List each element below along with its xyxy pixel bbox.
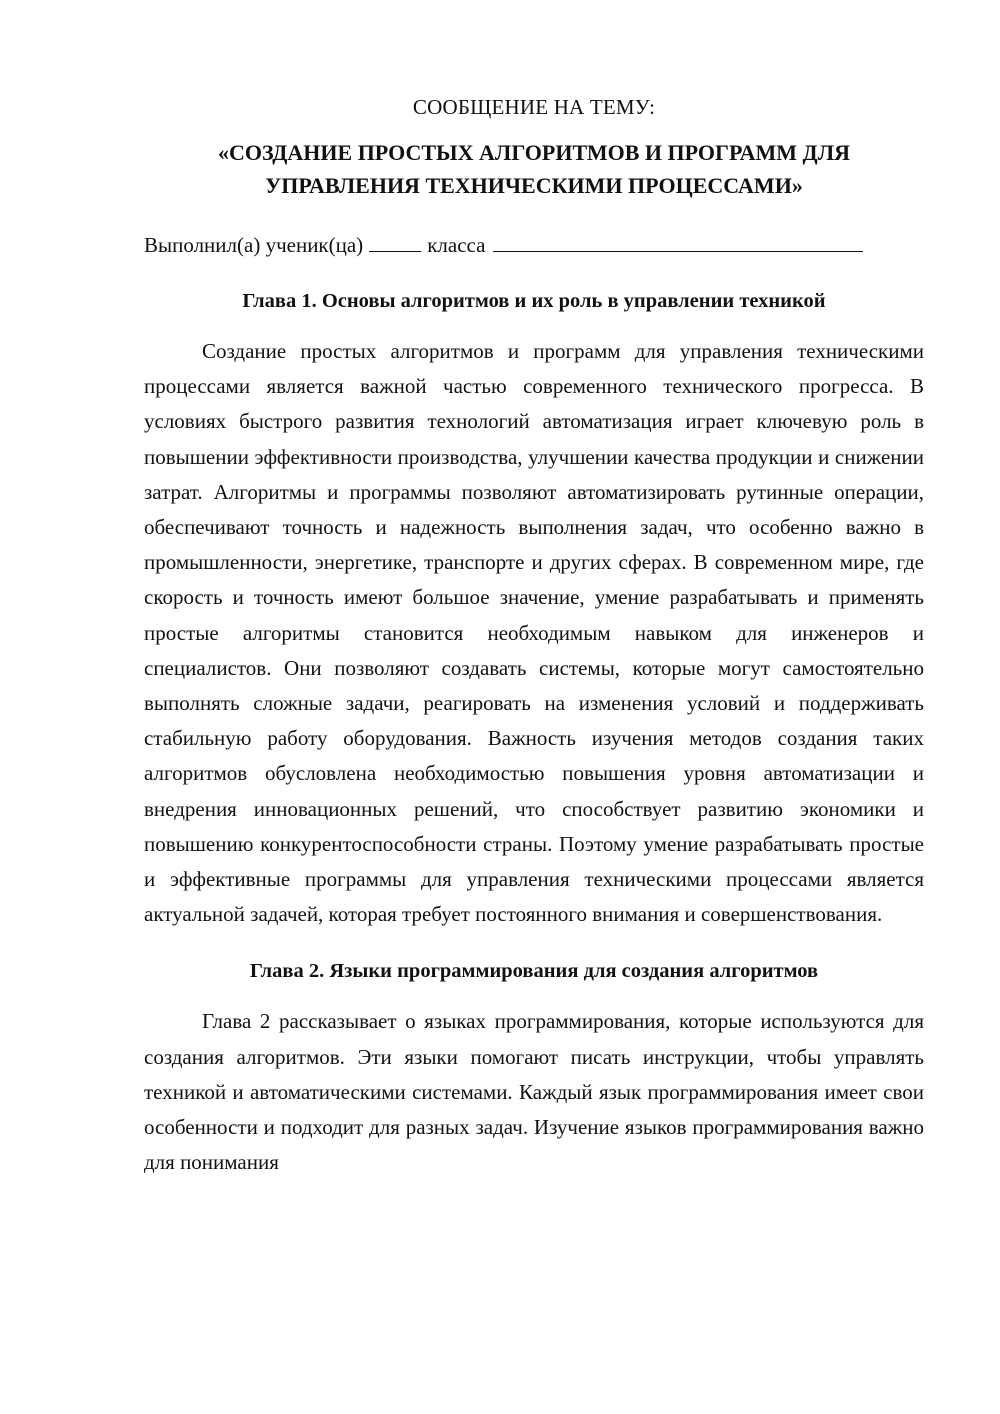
pre-title: СООБЩЕНИЕ НА ТЕМУ: — [412, 95, 656, 119]
chapter-1-paragraph: Создание простых алгоритмов и программ для управления техническими процессами является важной частью современного технического прогресса. В условиях быстрого развития технологий автоматизация играет ключевую роль в повышении эффективности производства, улучшении качества продукции и снижении затрат. Алгоритмы и программы позволяют автоматизировать рутинные операции, обеспечивают точность и надежность выполнения задач, что особенно важно в промышленности, энергетике, транспорте и других сферах. В современном мире, где скорость и точность имеют большое значение, умение разрабатывать и применять простые алгоритмы становится необходимым навыком для инженеров и специалистов. Они позволяют создавать системы, которые могут самостоятельно выполнять сложные задачи, реагировать на изменения условий и поддерживать стабильную работу оборудования. Важность изучения методов создания таких алгоритмов обусловлена необходимостью повышения уровня автоматизации и внедрения инновационных решений, что способствует развитию экономики и повышению конкурентоспособности страны. Поэтому умение разрабатывать простые и эффективные программы для управления техническими процессами является актуальной задачей, которая требует постоянного внимания и совершенствования. — [144, 339, 924, 927]
chapter-1-heading: Глава 1. Основы алгоритмов и их роль в управлении техникой — [242, 290, 826, 312]
author-line-prefix: Выполнил(а) ученик(ца) — [144, 233, 364, 257]
class-number-blank — [369, 229, 421, 252]
author-line — [144, 229, 924, 260]
student-name-blank — [493, 229, 863, 252]
chapter-2-heading: Глава 2. Языки программирования для создания алгоритмов — [249, 960, 819, 983]
document-title: «СОЗДАНИЕ ПРОСТЫХ АЛГОРИТМОВ И ПРОГРАММ ДЛЯ УПРАВЛЕНИЯ ТЕХНИЧЕСКИМИ ПРОЦЕССАМИ» — [218, 140, 850, 198]
author-line-middle: класса — [427, 233, 486, 257]
chapter-2-paragraph: Глава 2 рассказывает о языках программирования, которые используются для создания алгоритмов. Эти языки помогают писать инструкции, чтобы управлять техникой и автоматическими системами. Каждый язык программирования имеет свои особенности и подходит для разных задач. Изучение языков программирования важно для понимания — [144, 1009, 924, 1175]
